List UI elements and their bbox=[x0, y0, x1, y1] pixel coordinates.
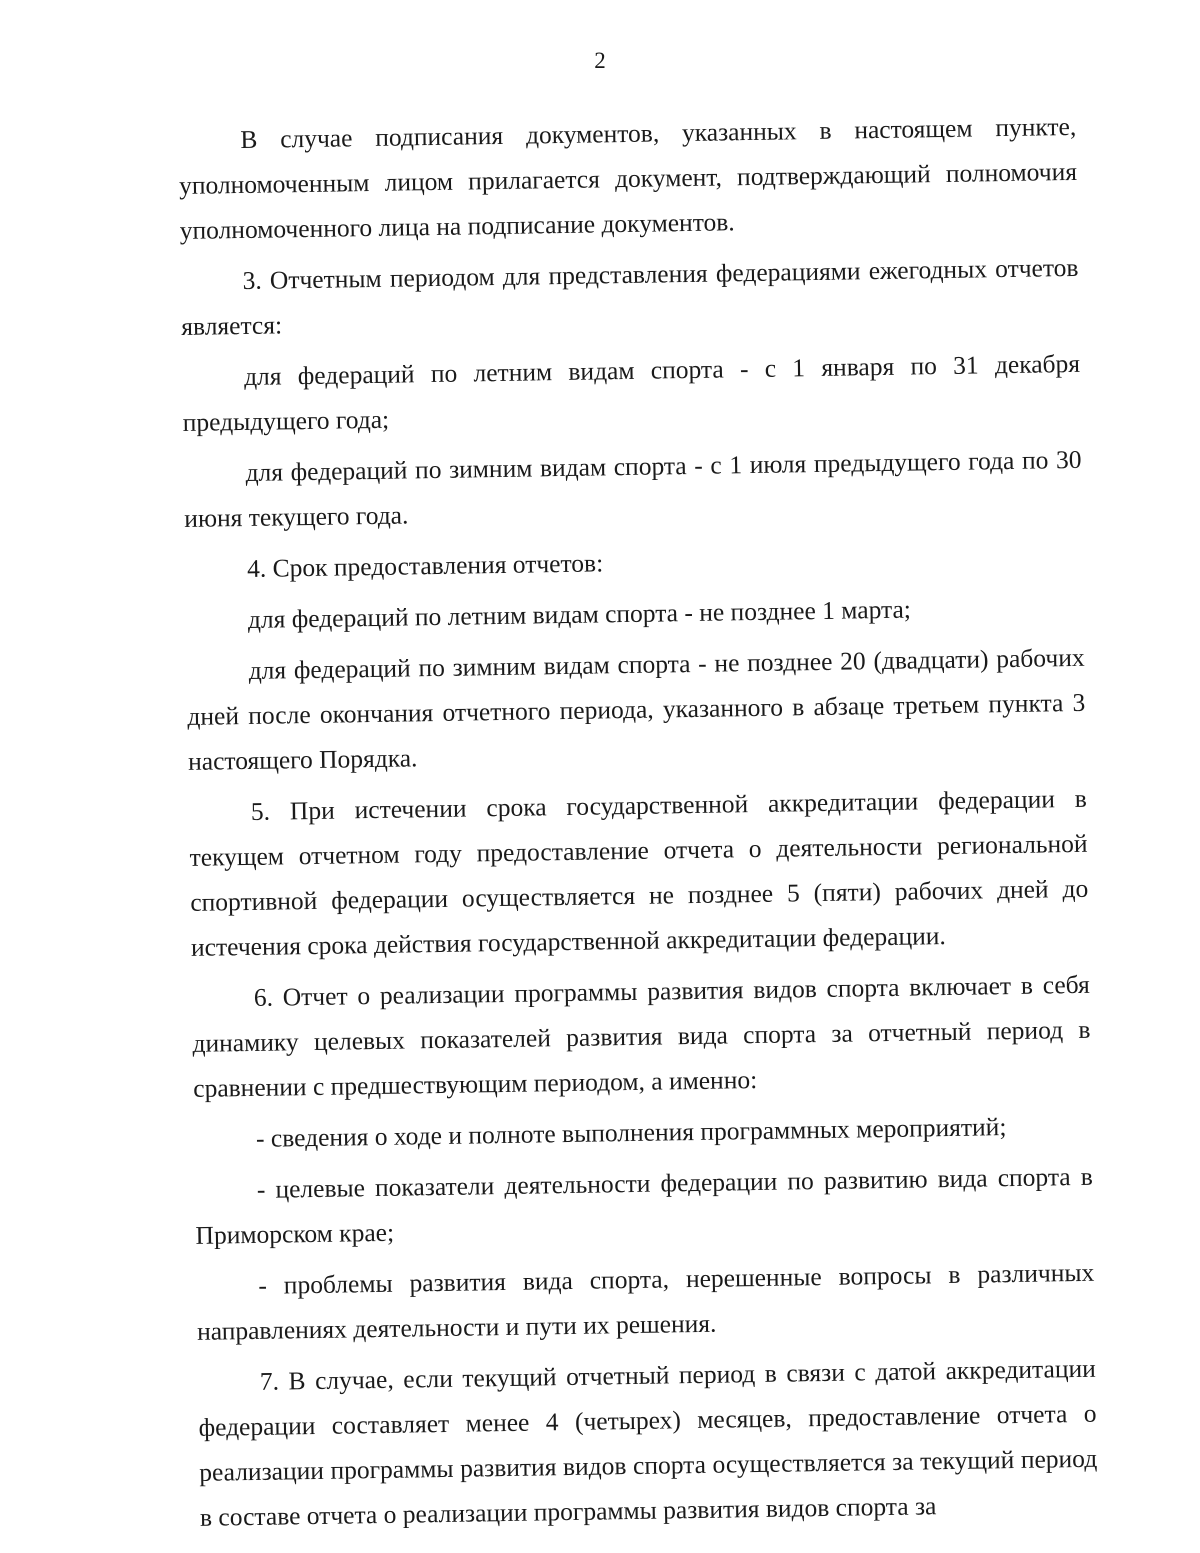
paragraph-3-reporting-period: 3. Отчетным периодом для представления федерациями ежегодных отчетов является: bbox=[181, 252, 1079, 341]
page-number: 2 bbox=[594, 48, 606, 73]
paragraph-winter-sports-period: для федераций по зимним видам спорта - с 1 июля предыдущего года по 30 июня текущего года. bbox=[184, 444, 1082, 533]
document-body bbox=[178, 104, 1098, 1546]
paragraph-5-accreditation-expiry: 5. При истечении срока государственной аккредитации федерации в текущем отчетном году предоставление отчета о деятельности региональной спортивной федерации осуществляется не позднее 5 (пяти) рабочих дней до истечения срока действия государственной аккредитации федерации. bbox=[189, 783, 1089, 962]
list-item-problems: - проблемы развития вида спорта, нерешенные вопросы в различных направлениях деятельности и пути их решения. bbox=[196, 1257, 1095, 1346]
paragraph-signing: В случае подписания документов, указанных в настоящем пункте, уполномоченным лицом прилагается документ, подтверждающий полномочия уполномоченного лица на подписание документов. bbox=[178, 111, 1078, 245]
list-item-target-indicators: - целевые показатели деятельности федерации по развитию вида спорта в Приморском крае; bbox=[195, 1161, 1093, 1250]
paragraph-4-deadline: 4. Срок предоставления отчетов: bbox=[246, 548, 604, 583]
paragraph-7-short-period: 7. В случае, если текущий отчетный период в связи с датой аккредитации федерации составляет менее 4 (четырех) месяцев, предоставление отчета о реализации программы развития видов спорта осуществляется за текущий период в составе отчета о реализации программы развития видов спорта за bbox=[198, 1353, 1098, 1532]
paragraph-summer-deadline: для федераций по летним видам спорта - не позднее 1 марта; bbox=[247, 594, 912, 634]
list-item-program-events: - сведения о ходе и полноте выполнения программных мероприятий; bbox=[255, 1112, 1007, 1153]
paragraph-winter-deadline: для федераций по зимним видам спорта - не позднее 20 (двадцати) рабочих дней после окончания отчетного периода, указанного в абзаце третьем пункта 3 настоящего Порядка. bbox=[187, 642, 1086, 776]
paragraph-summer-sports-period: для федераций по летним видам спорта - с 1 января по 31 декабря предыдущего года; bbox=[182, 348, 1081, 437]
paragraph-6-report-contents: 6. Отчет о реализации программы развития видов спорта включает в себя динамику целевых показателей развития вида спорта за отчетный период в сравнении с предшествующим периодом, а именно: bbox=[192, 969, 1091, 1103]
